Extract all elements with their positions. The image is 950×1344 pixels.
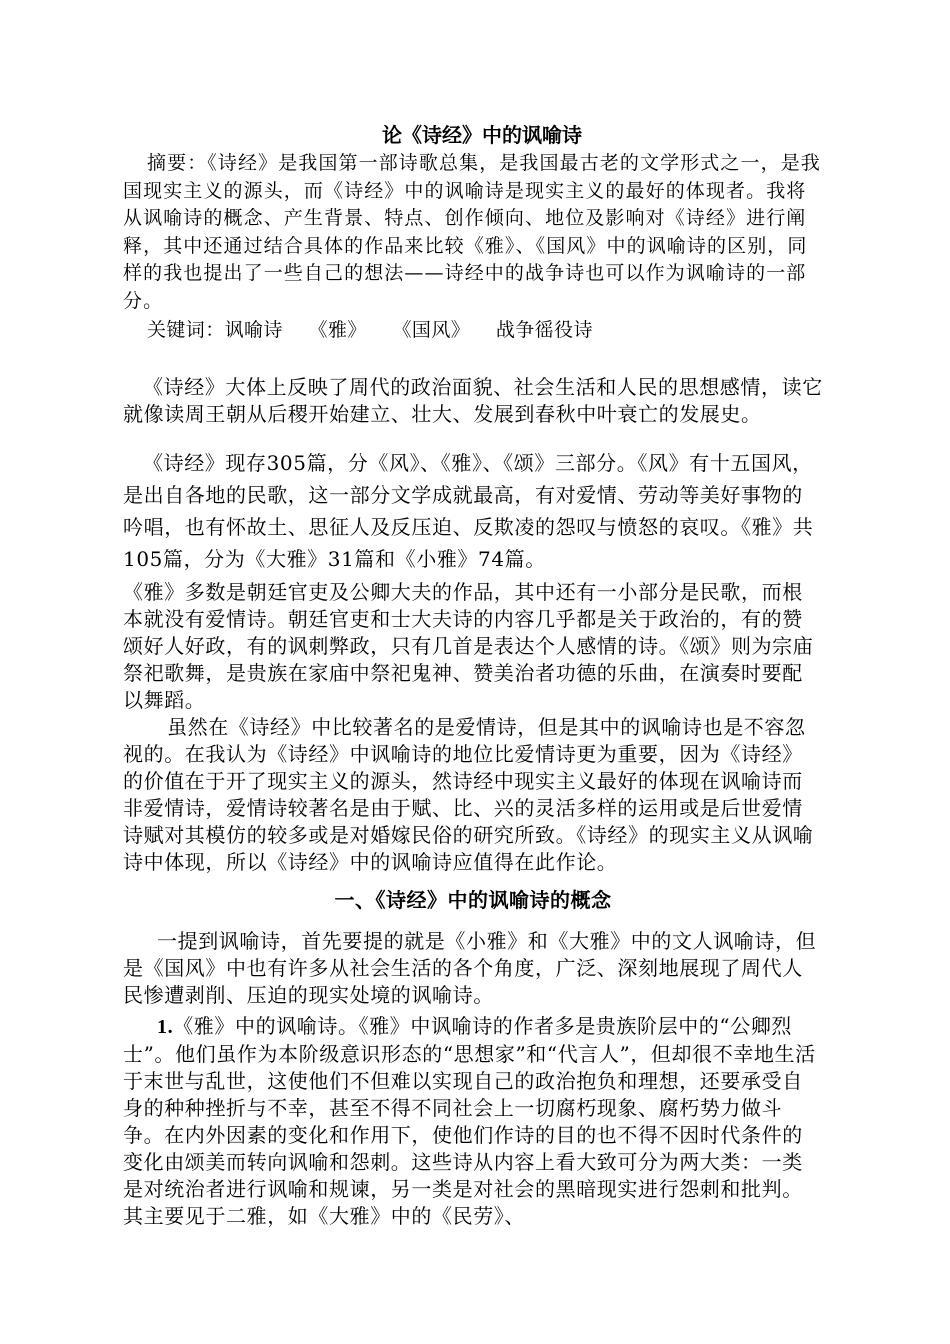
body-paragraph-3: 《雅》多数是朝廷官吏及公卿大夫的作品，其中还有一小部分是民歌，而根本就没有爱情诗。朝廷官吏和士大夫诗的内容几乎都是关于政治的，有的赞颂好人好政，有的讽刺弊政，只有几首是表达个人感情的诗。《颂》则为宗庙祭祀歌舞，是贵族在家庙中祭祀鬼神、赞美治者功德的乐曲，在演奏时要配以舞蹈。 <box>123 579 814 712</box>
abstract-paragraph: 摘要：《诗经》是我国第一部诗歌总集，是我国最古老的文学形式之一，是我国现实主义的源头，而《诗经》中的讽喻诗是现实主义的最好的体现者。我将从讽喻诗的概念、产生背景、特点、创作倾向、地位及影响对《诗经》进行阐释，其中还通过结合具体的作品来比较《雅》、《国风》中的讽喻诗的区别，同样的我也提出了一些自己的想法——诗经中的战争诗也可以作为讽喻诗的一部分。 <box>123 152 821 312</box>
subsection-text: 《雅》中的讽喻诗。《雅》中讽喻诗的作者多是贵族阶层中的“公卿烈士”。他们虽作为本阶级意识形态的“思想家”和“代言人”，但却很不幸地生活于末世与乱世，这使他们不但难以实现自己的政治抱负和理想，还要承受自身的种种挫折与不幸，甚至不得不同社会上一切腐朽现象、腐朽势力做斗争。在内外因素的变化和作用下，使他们作诗的目的也不得不因时代条件的变化由颂美而转向讽喻和怨刺。这些诗从内容上看大致可分为两大类：一类是对统治者进行讽喻和规谏，另一类是对社会的黑暗现实进行怨刺和批判。其主要见于二雅，如《大雅》中的《民劳》、 <box>123 1013 816 1228</box>
body-paragraph-4: 虽然在《诗经》中比较著名的是爱情诗，但是其中的讽喻诗也是不容忽视的。在我认为《诗经》中讽喻诗的地位比爱情诗更为重要，因为《诗经》的价值在于开了现实主义的源头，然诗经中现实主义最好的体现在讽喻诗而非爱情诗，爱情诗较著名是由于赋、比、兴的灵活多样的运用或是后世爱情诗赋对其模仿的较多或是对婚嫁民俗的研究所致。《诗经》的现实主义从讽喻诗中体现，所以《诗经》中的讽喻诗应值得在此作论。 <box>123 714 814 874</box>
subsection-paragraph <box>123 1013 823 1230</box>
body-paragraph-1: 《诗经》大体上反映了周代的政治面貌、社会生活和人民的思想感情，读它就像读周王朝从后稷开始建立、壮大、发展到春秋中叶衰亡的发展史。 <box>123 374 823 426</box>
section-heading: 一、《诗经》中的讽喻诗的概念 <box>334 887 612 912</box>
document-page <box>123 120 823 1230</box>
subsection-number: 1. <box>157 1015 174 1038</box>
section-paragraph: 一提到讽喻诗，首先要提的就是《小雅》和《大雅》中的文人讽喻诗，但是《国风》中也有许多从社会生活的各个角度，广泛、深刻地展现了周代人民惨遭剥削、压迫的现实处境的讽喻诗。 <box>123 928 817 1007</box>
body-paragraph-2: 《诗经》现存305篇，分《风》、《雅》、《颂》三部分。《风》有十五国风，是出自各地的民歌，这一部分文学成就最高，有对爱情、劳动等美好事物的吟唱，也有怀故土、思征人及反压迫、反欺凌的怨叹与愤怒的哀叹。《雅》共105篇，分为《大雅》31篇和《小雅》74篇。 <box>123 450 814 571</box>
document-title: 论《诗经》中的讽喻诗 <box>382 123 582 147</box>
keywords-line: 关键词：讽喻诗 《雅》 《国风》 战争徭役诗 <box>147 318 593 341</box>
